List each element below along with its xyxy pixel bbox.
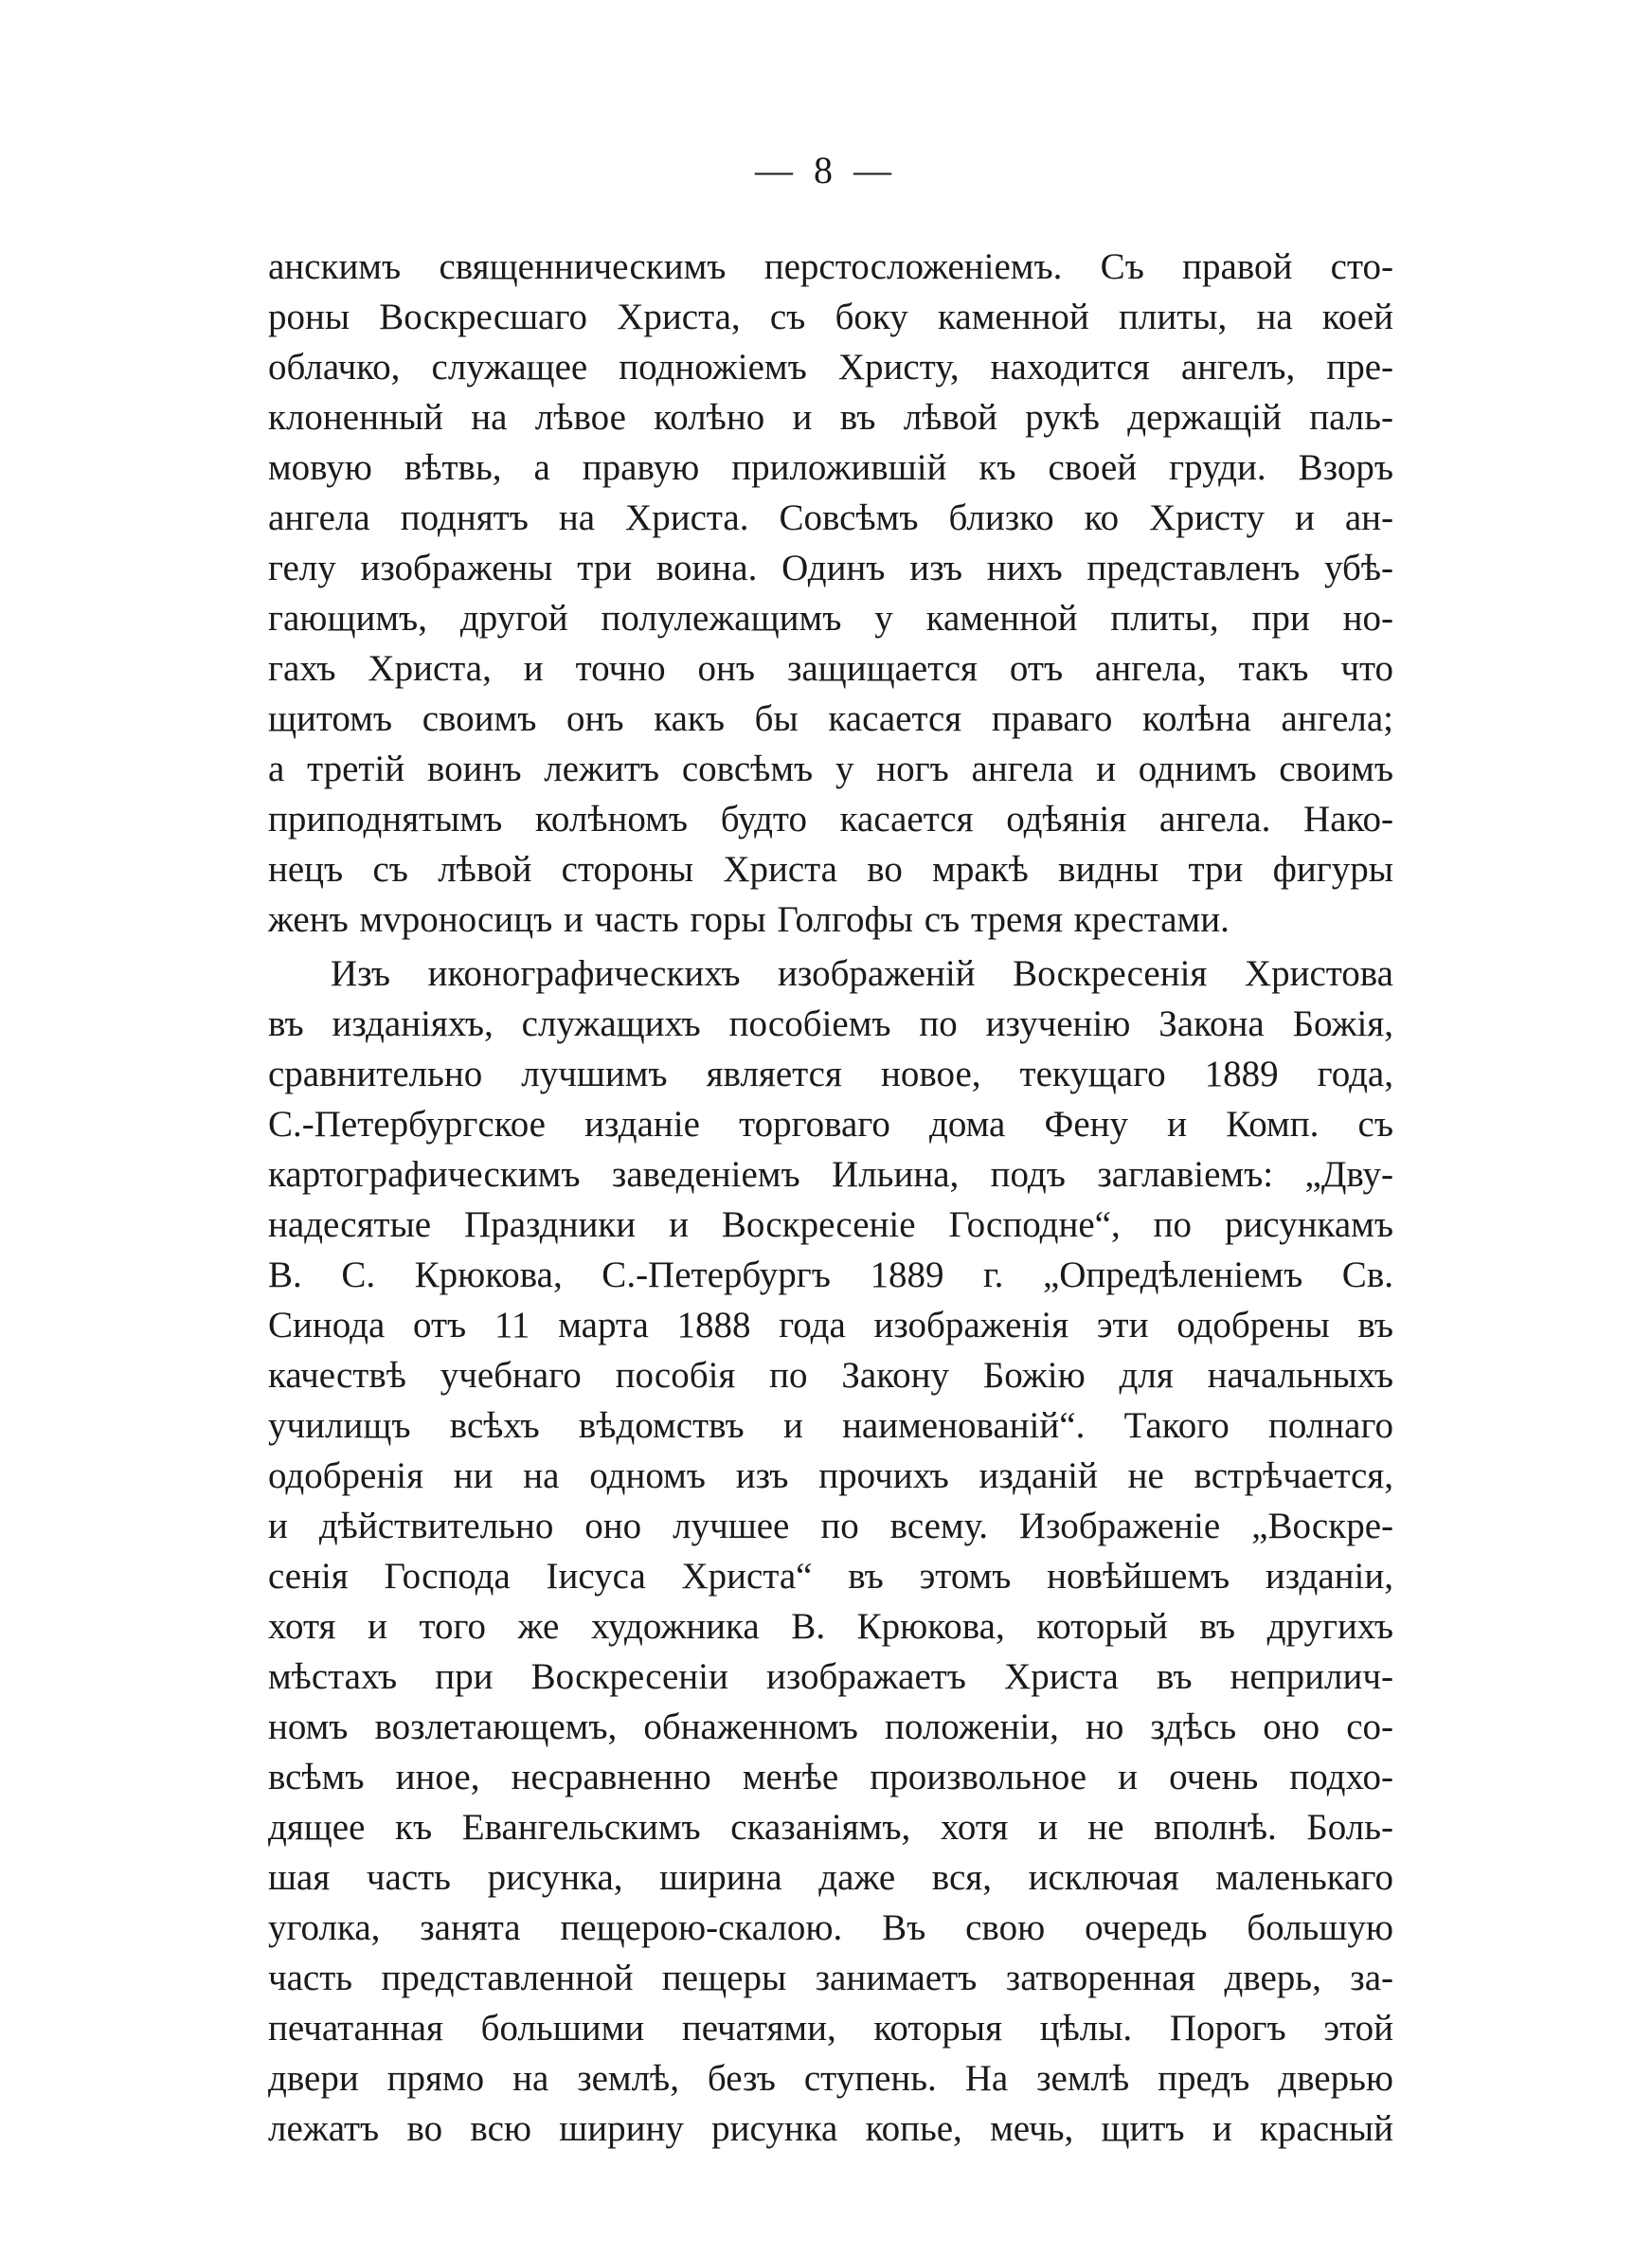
- text-line: а третій воинъ лежитъ совсѣмъ у ногъ ангела и однимъ своимъ: [268, 749, 1393, 789]
- text-line: мѣстахъ при Воскресеніи изображаетъ Христа въ неприлич-: [268, 1656, 1393, 1697]
- text-line: В. С. Крюкова, С.-Петербургъ 1889 г. „Опредѣленіемъ Св.: [268, 1255, 1393, 1295]
- text-line: шая часть рисунка, ширина даже вся, исключая маленькаго: [268, 1857, 1393, 1898]
- text-line: клоненный на лѣвое колѣно и въ лѣвой рукѣ держащій паль-: [268, 397, 1393, 438]
- text-line: и дѣйствительно оно лучшее по всему. Изображеніе „Воскре-: [268, 1506, 1393, 1546]
- text-line: щитомъ своимъ онъ какъ бы касается праваго колѣна ангела;: [268, 698, 1393, 739]
- text-line: качествѣ учебнаго пособія по Закону Божію для начальныхъ: [268, 1355, 1393, 1396]
- text-line: всѣмъ иное, несравненно менѣе произвольное и очень подхо-: [268, 1757, 1393, 1797]
- body-text: [268, 242, 1393, 2154]
- text-line: одобренія ни на одномъ изъ прочихъ изданій не встрѣчается,: [268, 1455, 1393, 1496]
- text-line: роны Воскресшаго Христа, съ боку каменной плиты, на коей: [268, 297, 1393, 337]
- text-line: Синода отъ 11 марта 1888 года изображенія эти одобрены въ: [268, 1305, 1393, 1345]
- text-line: уголка, занята пещерою-скалою. Въ свою очередь большую: [268, 1907, 1393, 1948]
- paragraph-first-line: Изъ иконографическихъ изображеній Воскресенія Христова: [331, 953, 1393, 994]
- text-line: женъ мvроносицъ и часть горы Голгофы съ тремя крестами.: [268, 899, 1230, 940]
- text-line: номъ возлетающемъ, обнаженномъ положеніи, но здѣсь оно со-: [268, 1706, 1393, 1747]
- text-line: анскимъ священническимъ перстосложеніемъ. Съ правой сто-: [268, 246, 1393, 287]
- text-line: гающимъ, другой полулежащимъ у каменной плиты, при но-: [268, 598, 1393, 639]
- text-line: нецъ съ лѣвой стороны Христа во мракѣ видны три фигуры: [268, 849, 1393, 890]
- text-line: въ изданіяхъ, служащихъ пособіемъ по изученію Закона Божія,: [268, 1003, 1393, 1044]
- text-line: облачко, служащее подножіемъ Христу, находится ангелъ, пре-: [268, 347, 1393, 388]
- text-line: ангела поднятъ на Христа. Совсѣмъ близко ко Христу и ан-: [268, 497, 1393, 538]
- text-line: училищъ всѣхъ вѣдомствъ и наименованій“. Такого полнаго: [268, 1405, 1393, 1446]
- text-line: сенія Господа Іисуса Христа“ въ этомъ новѣйшемъ изданіи,: [268, 1556, 1393, 1597]
- text-line: двери прямо на землѣ, безъ ступень. На землѣ предъ дверью: [268, 2058, 1393, 2099]
- text-line: картографическимъ заведеніемъ Ильина, подъ заглавіемъ: „Дву-: [268, 1154, 1393, 1195]
- text-line: дящее къ Евангельскимъ сказаніямъ, хотя и не вполнѣ. Боль-: [268, 1807, 1393, 1848]
- page-number: — 8 —: [755, 149, 897, 191]
- text-line: С.-Петербургское изданіе торговаго дома Фену и Комп. съ: [268, 1104, 1393, 1145]
- text-line: лежатъ во всю ширину рисунка копье, мечь, щитъ и красный: [268, 2108, 1393, 2149]
- text-line: гахъ Христа, и точно онъ защищается отъ ангела, такъ что: [268, 648, 1393, 689]
- text-line: надесятые Праздники и Воскресеніе Господне“, по рисункамъ: [268, 1204, 1393, 1245]
- text-line: сравнительно лучшимъ является новое, текущаго 1889 года,: [268, 1054, 1393, 1094]
- text-line: гелу изображены три воина. Одинъ изъ нихъ представленъ убѣ-: [268, 548, 1393, 588]
- text-line: печатанная большими печатями, которыя цѣлы. Порогъ этой: [268, 2008, 1393, 2049]
- text-line: хотя и того же художника В. Крюкова, который въ другихъ: [268, 1606, 1393, 1647]
- text-line: часть представленной пещеры занимаетъ затворенная дверь, за-: [268, 1958, 1393, 1998]
- text-line: мовую вѣтвь, а правую приложившій къ своей груди. Взоръ: [268, 447, 1393, 488]
- text-line: приподнятымъ колѣномъ будто касается одѣянія ангела. Нако-: [268, 799, 1393, 840]
